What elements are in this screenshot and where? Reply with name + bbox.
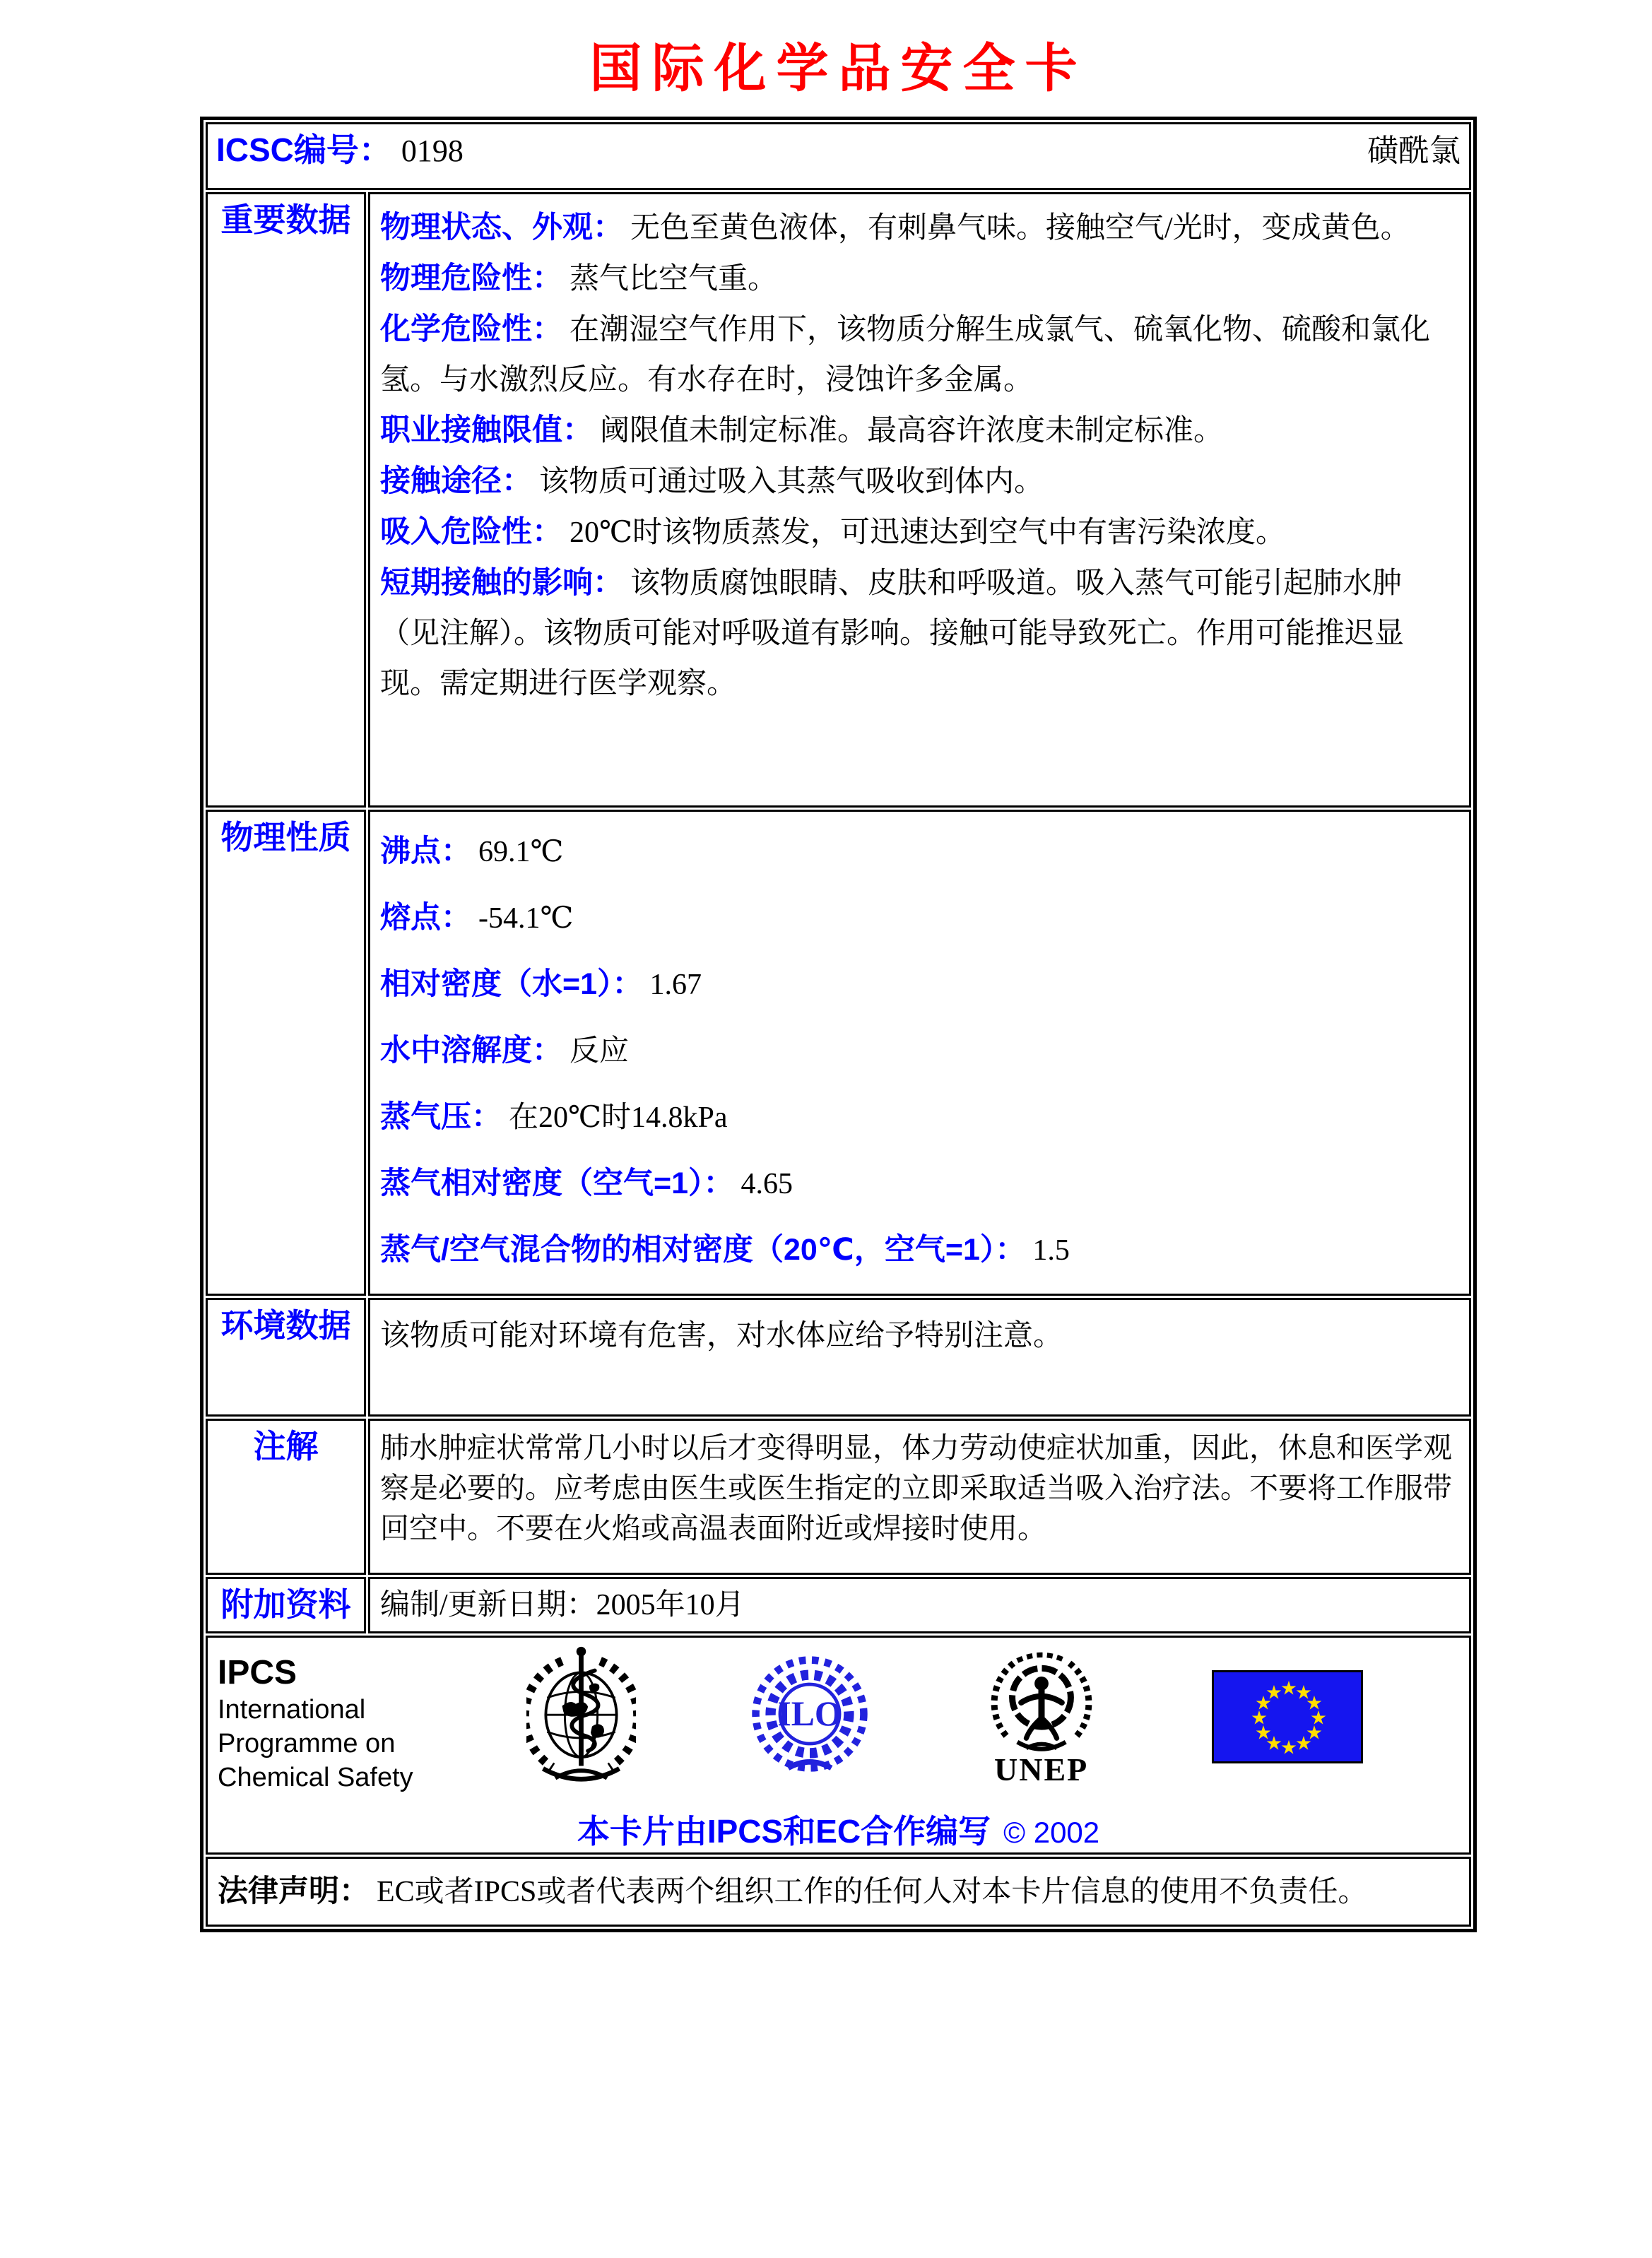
copyright-text: © 2002	[1003, 1816, 1100, 1849]
important-item	[380, 406, 1459, 456]
caption-line	[208, 1806, 1469, 1852]
field-label: 化学危险性：	[380, 312, 562, 346]
chemical-name: 磺酰氯	[1367, 134, 1461, 168]
section-label-notes: 注解	[206, 1419, 366, 1575]
ipcs-line: Chemical Safety	[218, 1763, 413, 1792]
property-value: 反应	[570, 1035, 630, 1068]
property-value: 在20℃时14.8kPa	[509, 1101, 728, 1134]
property-label: 熔点：	[380, 901, 471, 935]
legal-cell	[206, 1857, 1471, 1927]
important-item	[380, 558, 1459, 709]
star-icon: ★	[1294, 1732, 1313, 1755]
important-item	[380, 456, 1459, 507]
property-item	[380, 1028, 1459, 1074]
physical-properties-content	[368, 810, 1471, 1296]
notes-content: 肺水肿症状常常几小时以后才变得明显，体力劳动使症状加重，因此，休息和医学观察是必要的。应考虑由医生或医生指定的立即采取适当吸入治疗法。不要将工作服带回空中。不要在火焰或高温表面附近或焊接时使用。	[368, 1419, 1471, 1575]
ipcs-line: Programme on	[218, 1729, 396, 1758]
ilo-logo-text: ILO	[777, 1694, 842, 1734]
ipcs-line: International	[218, 1695, 366, 1725]
property-value: -54.1℃	[478, 902, 574, 935]
physical-properties-row	[206, 810, 1471, 1296]
unep-logo-icon	[984, 1648, 1099, 1788]
property-item	[380, 1161, 1459, 1207]
property-label: 水中溶解度：	[380, 1034, 562, 1068]
additional-info-content	[368, 1577, 1471, 1633]
field-value: 无色至黄色液体，有刺鼻气味。接触空气/光时，变成黄色。	[630, 212, 1410, 244]
caption-text: 本卡片由IPCS和EC合作编写	[577, 1813, 991, 1850]
field-label: 物理危险性：	[380, 261, 562, 295]
property-value: 69.1℃	[478, 836, 564, 868]
update-date-label: 编制/更新日期：	[380, 1589, 596, 1621]
important-item	[380, 507, 1459, 558]
field-label: 物理状态、外观：	[380, 211, 623, 244]
section-label-additional-info: 附加资料	[206, 1577, 366, 1633]
star-icon: ★	[1305, 1722, 1323, 1744]
page-title: 国际化学品安全卡	[589, 40, 1087, 98]
ilo-logo-icon	[749, 1653, 871, 1775]
update-date-value: 2005年10月	[596, 1589, 745, 1621]
header-cell	[206, 122, 1471, 190]
legal-notice-text: EC或者IPCS或者代表两个组织工作的任何人对本卡片信息的使用不负责任。	[377, 1876, 1368, 1908]
field-label: 短期接触的影响：	[380, 566, 623, 600]
star-icon: ★	[1280, 1677, 1298, 1700]
property-item	[380, 1094, 1459, 1140]
field-label: 接触途径：	[380, 464, 532, 498]
star-icon: ★	[1265, 1732, 1283, 1755]
important-item	[380, 254, 1459, 305]
icsc-number-group	[216, 124, 464, 171]
star-icon: ★	[1250, 1707, 1268, 1730]
property-item	[380, 895, 1459, 941]
star-icon: ★	[1305, 1692, 1323, 1715]
who-logo-icon	[526, 1643, 636, 1793]
icsc-number-value: 0198	[401, 134, 464, 168]
section-label-physical-properties: 物理性质	[206, 810, 366, 1296]
section-label-important-data: 重要数据	[206, 192, 366, 808]
environment-data-content: 该物质可能对环境有危害，对水体应给予特别注意。	[368, 1298, 1471, 1417]
field-value: 20℃时该物质蒸发，可迅速达到空气中有害污染浓度。	[570, 516, 1285, 549]
legal-notice-label: 法律声明：	[218, 1874, 370, 1908]
important-item	[380, 305, 1459, 406]
field-label: 职业接触限值：	[380, 413, 593, 447]
icsc-number-label: ICSC编号：	[216, 131, 391, 168]
property-label: 蒸气相对密度（空气=1）：	[380, 1166, 734, 1200]
additional-info-row	[206, 1577, 1471, 1633]
important-data-row	[206, 192, 1471, 808]
legal-row	[206, 1857, 1471, 1927]
property-value: 1.5	[1032, 1234, 1070, 1267]
environment-data-row	[206, 1298, 1471, 1417]
ipcs-acronym: IPCS	[218, 1654, 297, 1691]
important-data-content	[368, 192, 1471, 808]
logos-row	[206, 1636, 1471, 1855]
field-value: 该物质可通过吸入其蒸气吸收到体内。	[539, 466, 1044, 498]
property-label: 相对密度（水=1）：	[380, 967, 643, 1001]
notes-row	[206, 1419, 1471, 1575]
important-item	[380, 203, 1459, 254]
field-value: 蒸气比空气重。	[570, 263, 778, 295]
logos-cell	[206, 1636, 1471, 1855]
star-icon: ★	[1280, 1737, 1298, 1759]
property-item	[380, 829, 1459, 875]
unep-logo-text: UNEP	[994, 1751, 1089, 1787]
property-item	[380, 962, 1459, 1007]
eu-flag-icon	[1212, 1670, 1363, 1763]
property-value: 4.65	[741, 1168, 793, 1200]
property-label: 蒸气压：	[380, 1100, 502, 1134]
field-value: 阈限值未制定标准。最高容许浓度未制定标准。	[600, 415, 1224, 447]
star-icon: ★	[1294, 1681, 1313, 1704]
field-label: 吸入危险性：	[380, 515, 562, 549]
star-icon: ★	[1309, 1707, 1328, 1730]
icsc-card-table	[200, 117, 1477, 1932]
section-label-environment-data: 环境数据	[206, 1298, 366, 1417]
property-value: 1.67	[649, 969, 702, 1001]
property-label: 蒸气/空气混合物的相对密度（20℃，空气=1）：	[380, 1233, 1026, 1267]
field-value: 该物质腐蚀眼睛、皮肤和呼吸道。吸入蒸气可能引起肺水肿（见注解）。该物质可能对呼吸道有影响。接触可能导致死亡。作用可能推迟显现。需定期进行医学观察。	[380, 567, 1405, 700]
star-icon: ★	[1265, 1681, 1283, 1704]
field-value: 在潮湿空气作用下，该物质分解生成氯气、硫氧化物、硫酸和氯化氢。与水激烈反应。有水存在时，浸蚀许多金属。	[380, 314, 1431, 396]
star-icon: ★	[1254, 1722, 1273, 1744]
star-icon: ★	[1254, 1692, 1273, 1715]
property-label: 沸点：	[380, 834, 471, 868]
header-row	[206, 122, 1471, 190]
ipcs-text-block	[218, 1643, 413, 1795]
property-item	[380, 1227, 1459, 1273]
